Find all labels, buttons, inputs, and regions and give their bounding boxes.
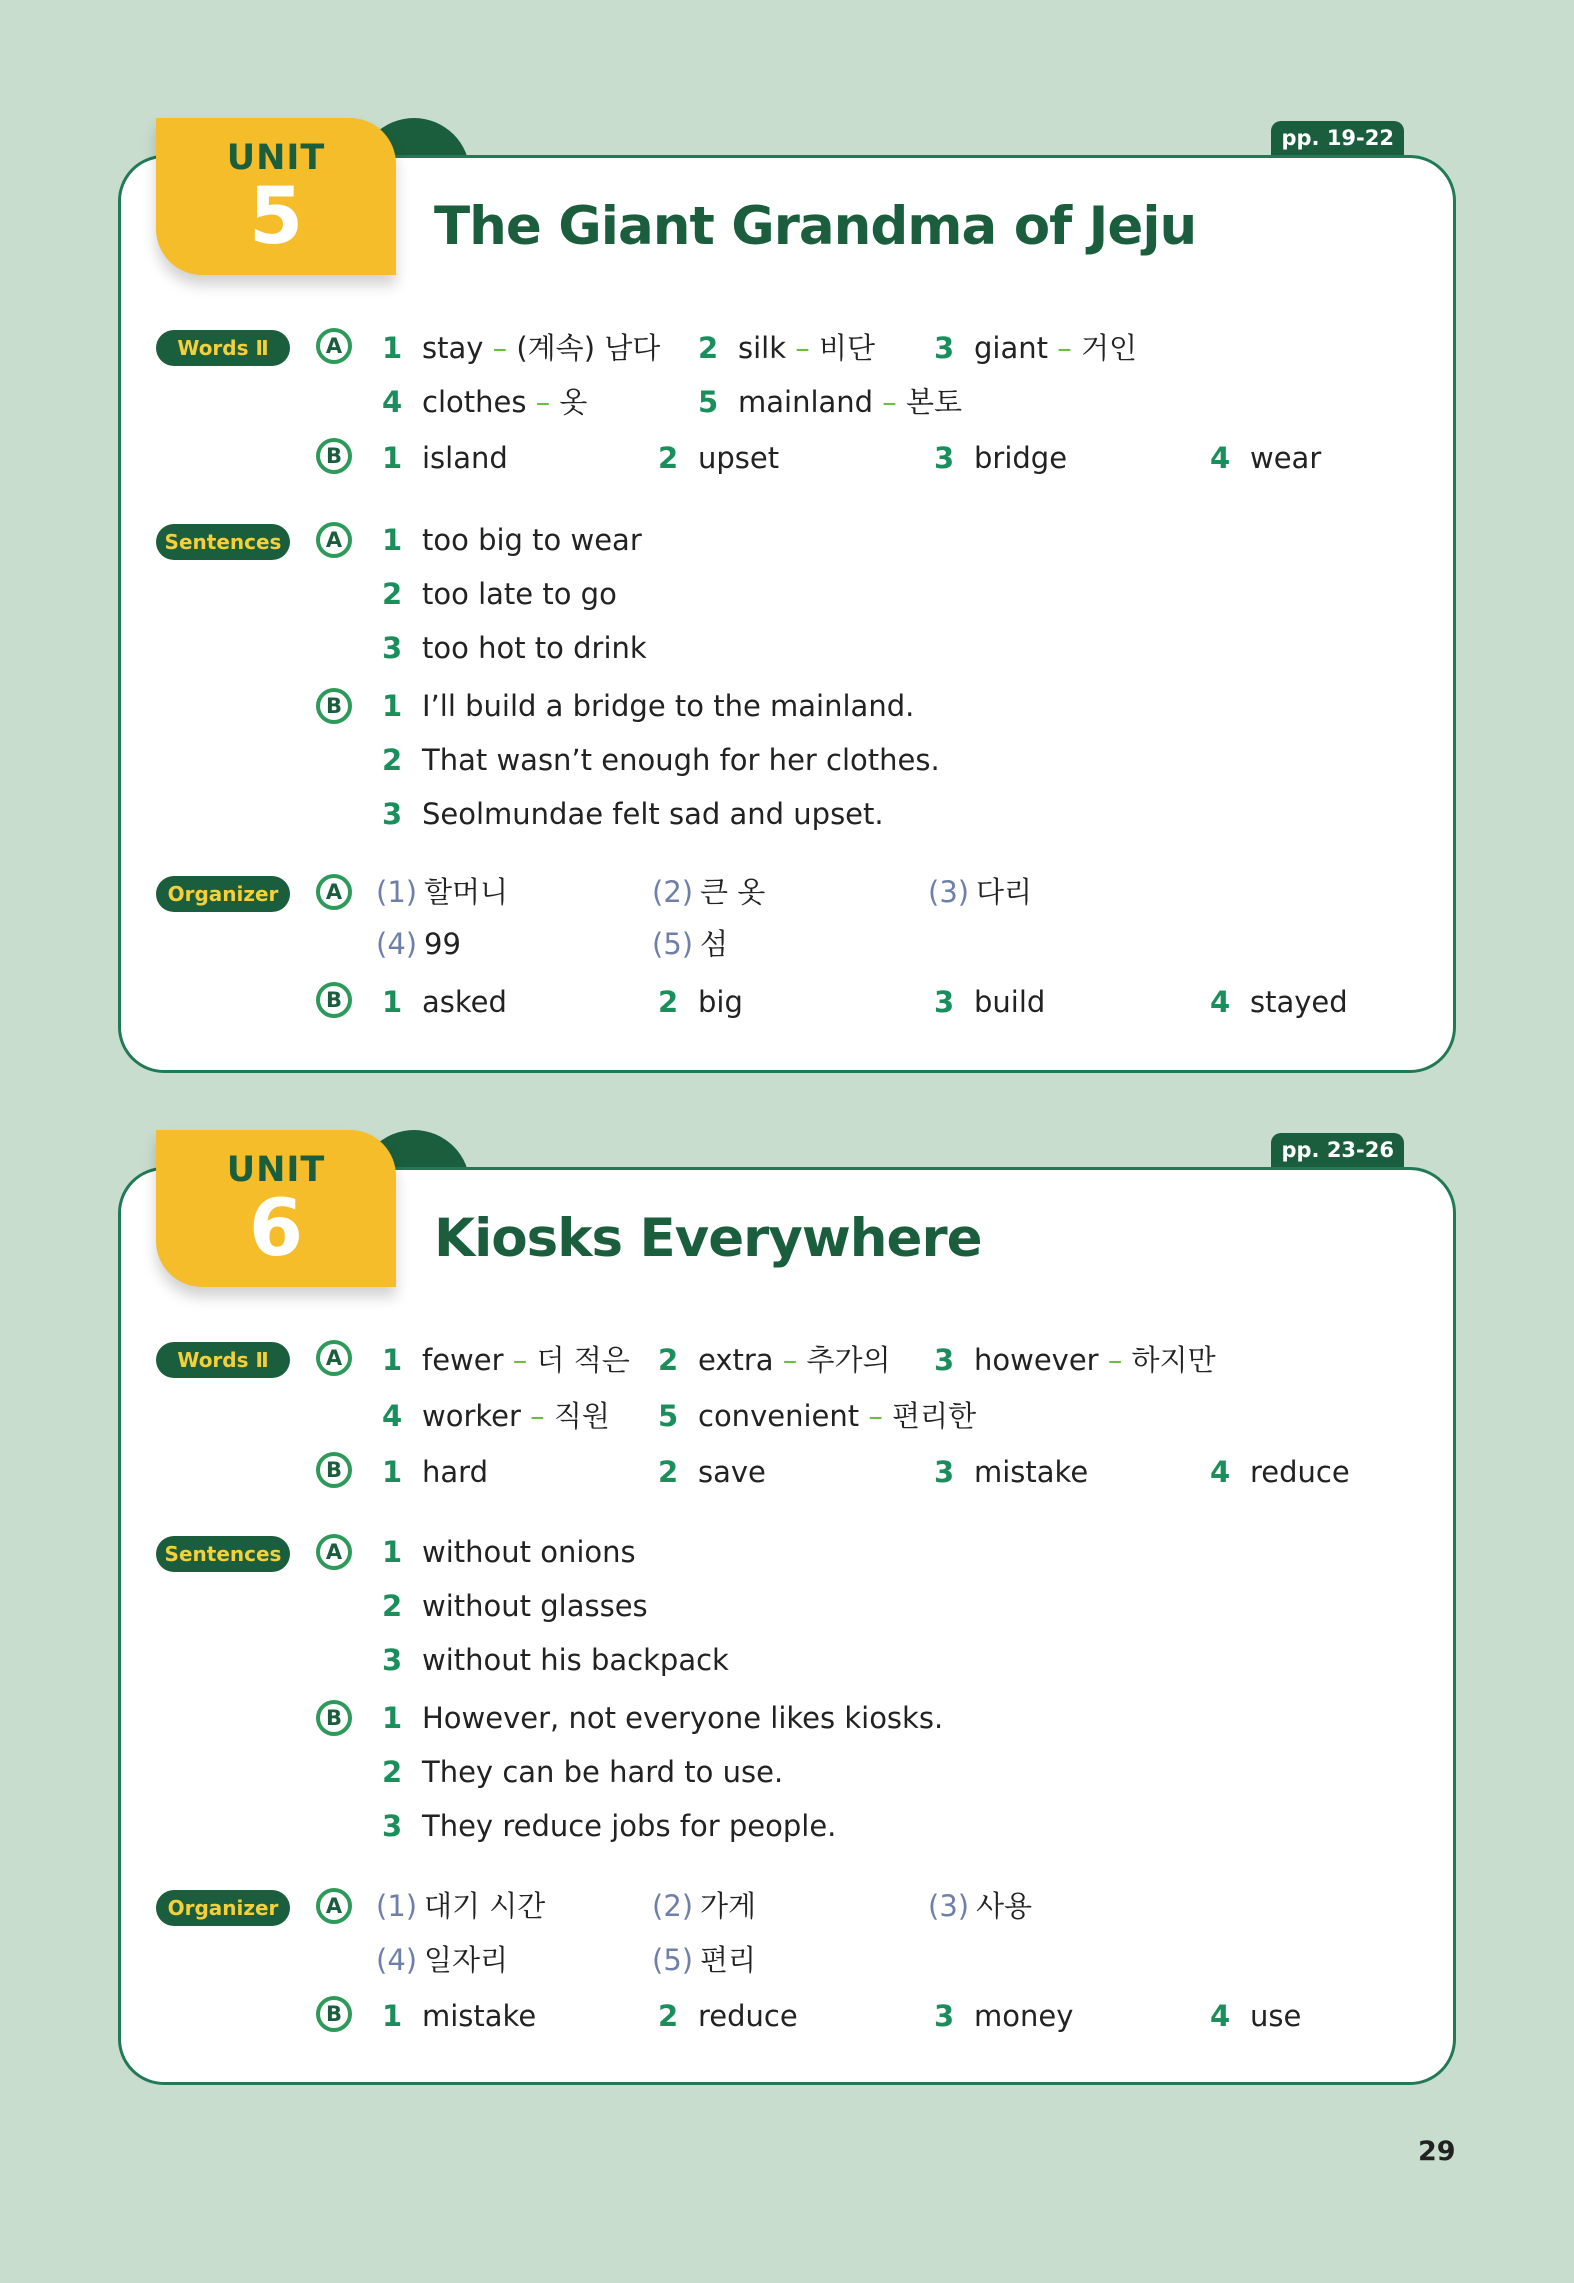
list-item: 4 use (1210, 1999, 1302, 2033)
unit-number: 5 (248, 172, 304, 262)
list-item: 1 hard (382, 1455, 488, 1489)
list-item: 3 Seolmundae felt sad and upset. (382, 797, 884, 831)
list-item: 3 giant – 거인 (934, 331, 1137, 365)
unit-number: 6 (248, 1184, 304, 1274)
list-item: 4 reduce (1210, 1455, 1350, 1489)
page-range-tab: pp. 19-22 (1271, 121, 1404, 155)
list-item: (3) 사용 (928, 1889, 1033, 1923)
list-item: 1 fewer – 더 적은 (382, 1343, 630, 1377)
organizer-label: Organizer (156, 1890, 290, 1926)
list-item: (4) 99 (376, 927, 461, 961)
list-item: 4 clothes – 옷 (382, 385, 588, 419)
organizer-label: Organizer (156, 876, 290, 912)
list-item: 2 too late to go (382, 577, 617, 611)
unit-title: Kiosks Everywhere (434, 1208, 982, 1269)
page-range-tab: pp. 23-26 (1271, 1133, 1404, 1167)
unit-word: UNIT (226, 1150, 326, 1190)
circle-b-icon: B (316, 688, 352, 724)
circle-a-icon: A (316, 874, 352, 910)
list-item: 3 too hot to drink (382, 631, 647, 665)
circle-a-icon: A (316, 522, 352, 558)
circle-b-icon: B (316, 982, 352, 1018)
list-item: (2) 큰 옷 (652, 875, 766, 909)
list-item: (5) 섬 (652, 927, 729, 961)
circle-a-icon: A (316, 328, 352, 364)
list-item: (1) 대기 시간 (376, 1889, 546, 1923)
list-item: 5 convenient – 편리한 (658, 1399, 977, 1433)
list-item: 1 without onions (382, 1535, 636, 1569)
list-item: 2 big (658, 985, 743, 1019)
circle-b-icon: B (316, 1700, 352, 1736)
list-item: 1 mistake (382, 1999, 537, 2033)
list-item: 1 However, not everyone likes kiosks. (382, 1701, 944, 1735)
sentences-label: Sentences (156, 1536, 290, 1572)
list-item: 5 mainland – 본토 (698, 385, 963, 419)
list-item: 1 too big to wear (382, 523, 642, 557)
list-item: (4) 일자리 (376, 1943, 509, 1977)
list-item: 1 stay – (계속) 남다 (382, 331, 661, 365)
sentences-label: Sentences (156, 524, 290, 560)
list-item: 3 however – 하지만 (934, 1343, 1216, 1377)
words-label: Words Ⅱ (156, 330, 290, 366)
unit-word: UNIT (226, 138, 326, 178)
page-number: 29 (1418, 2136, 1456, 2167)
list-item: 4 wear (1210, 441, 1322, 475)
list-item: 2 save (658, 1455, 766, 1489)
words-label: Words Ⅱ (156, 1342, 290, 1378)
list-item: 2 upset (658, 441, 780, 475)
circle-b-icon: B (316, 438, 352, 474)
circle-a-icon: A (316, 1340, 352, 1376)
unit-6-section (118, 1130, 1456, 2090)
list-item: 4 stayed (1210, 985, 1348, 1019)
list-item: 1 asked (382, 985, 507, 1019)
list-item: 3 money (934, 1999, 1074, 2033)
list-item: 2 silk – 비단 (698, 331, 875, 365)
list-item: 1 I’ll build a bridge to the mainland. (382, 689, 915, 723)
list-item: 1 island (382, 441, 508, 475)
list-item: 2 extra – 추가의 (658, 1343, 891, 1377)
unit-badge (156, 1130, 396, 1287)
circle-a-icon: A (316, 1888, 352, 1924)
circle-a-icon: A (316, 1534, 352, 1570)
list-item: 2 They can be hard to use. (382, 1755, 784, 1789)
circle-b-icon: B (316, 1452, 352, 1488)
list-item: 3 without his backpack (382, 1643, 729, 1677)
list-item: 2 without glasses (382, 1589, 648, 1623)
list-item: 3 They reduce jobs for people. (382, 1809, 837, 1843)
list-item: (3) 다리 (928, 875, 1033, 909)
list-item: 3 mistake (934, 1455, 1089, 1489)
list-item: 4 worker – 직원 (382, 1399, 610, 1433)
unit-5-section (118, 118, 1456, 1078)
list-item: 3 bridge (934, 441, 1068, 475)
unit-card (118, 155, 1456, 1073)
list-item: 3 build (934, 985, 1046, 1019)
list-item: (1) 할머니 (376, 875, 509, 909)
unit-title: The Giant Grandma of Jeju (434, 196, 1197, 257)
list-item: (5) 편리 (652, 1943, 757, 1977)
list-item: (2) 가게 (652, 1889, 757, 1923)
circle-b-icon: B (316, 1996, 352, 2032)
unit-badge (156, 118, 396, 275)
list-item: 2 That wasn’t enough for her clothes. (382, 743, 940, 777)
list-item: 2 reduce (658, 1999, 798, 2033)
unit-card (118, 1167, 1456, 2085)
